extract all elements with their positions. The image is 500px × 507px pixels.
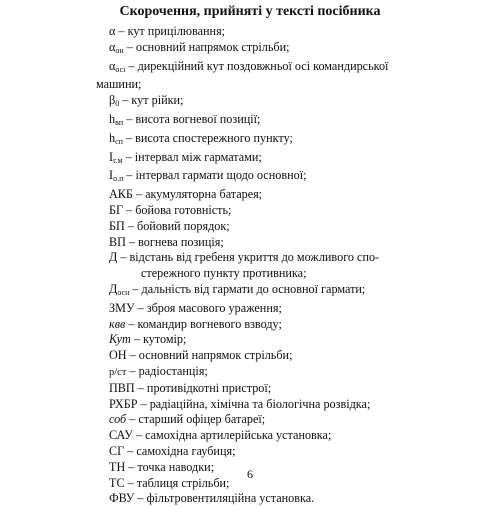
abbreviation-term: САУ [109, 428, 133, 443]
subscript-text: сп [115, 136, 123, 146]
abbreviation-entry [109, 93, 394, 112]
abbreviation-term: БГ [109, 202, 124, 217]
abbreviation-entry [109, 150, 394, 169]
abbreviation-description: – інтервал між гарматами; [125, 149, 262, 164]
abbreviation-term: ФВУ [109, 491, 135, 506]
abbreviation-description: – висота спостережного пункту; [125, 130, 293, 145]
abbreviation-description: – кутомір; [133, 332, 187, 347]
subscript-text: 0 [115, 99, 120, 109]
abbreviation-term: соб [109, 412, 127, 427]
page-title: Скорочення, прийняті у тексті посібника [119, 4, 381, 19]
abbreviation-term: h [109, 130, 116, 145]
abbreviation-term: АКБ [109, 187, 133, 202]
abbreviation-description: – командир вогневого взводу; [128, 316, 282, 331]
abbreviation-entry [109, 301, 394, 317]
abbreviation-description: – бойова готовність; [126, 202, 232, 217]
subscript-text: он [115, 45, 124, 55]
abbreviation-description: – фільтровентиляційна установка. [137, 491, 315, 506]
abbreviation-term: Д [109, 250, 118, 265]
abbreviation-term: ТН [109, 459, 126, 474]
abbreviation-description: – кут рійки; [122, 93, 184, 108]
abbreviation-description: – старший офіцер батареї; [129, 412, 266, 427]
abbreviation-description: – точка наводки; [128, 459, 215, 474]
abbreviation-entry [96, 58, 394, 94]
abbreviation-term: Д [109, 281, 118, 296]
abbreviation-term: α [109, 58, 116, 73]
abbreviation-entry [109, 282, 394, 301]
abbreviation-entry [109, 219, 394, 235]
abbreviation-term: БП [109, 218, 125, 233]
abbreviation-description: – відстань від гребеня укриття до можливого спо- [120, 250, 380, 265]
abbreviation-description: – радіостанція; [129, 363, 208, 378]
abbreviation-entry [109, 250, 394, 282]
abbreviation-term: h [109, 111, 116, 126]
abbreviation-description-continuation: машини; [96, 77, 142, 92]
abbreviation-term: I [109, 168, 114, 183]
abbreviation-entry [109, 235, 394, 251]
abbreviation-term: СГ [109, 443, 125, 458]
subscript-text: осн [117, 287, 130, 297]
abbreviation-entry [109, 168, 394, 187]
abbreviation-entry [109, 412, 394, 428]
subscript-text: вп [115, 117, 124, 127]
abbreviation-term: ПВП [109, 380, 135, 395]
abbreviation-term: р/ст [109, 366, 127, 378]
abbreviation-term: α [109, 39, 116, 54]
abbreviation-description: – противідкотні пристрої; [137, 380, 272, 395]
abbreviation-description: – радіаційна, хімічна та біологічна розвідка; [140, 396, 371, 411]
abbreviation-term: Кут [109, 332, 131, 347]
abbreviation-description: – основний напрямок стрільби; [126, 39, 290, 54]
abbreviation-description: – дальність від гармати до основної гармати; [132, 281, 366, 296]
abbreviation-entry [109, 40, 394, 59]
abbreviation-list [96, 24, 394, 507]
abbreviation-entry [109, 203, 394, 219]
abbreviation-subscript [113, 150, 122, 164]
abbreviation-subscript [115, 112, 123, 126]
abbreviation-description: – акумуляторна батарея; [135, 187, 263, 202]
abbreviation-entry [109, 397, 394, 413]
abbreviation-term: ТС [109, 475, 125, 490]
abbreviation-entry [109, 444, 394, 460]
abbreviation-term: ЗМУ [109, 300, 135, 315]
abbreviation-entry [109, 428, 394, 444]
abbreviation-description: – таблиця стрільби; [127, 475, 230, 490]
abbreviation-description-continuation: стережного пункту противника; [141, 266, 307, 281]
abbreviation-term: β [109, 93, 116, 108]
abbreviation-term: I [109, 149, 114, 164]
abbreviation-entry [109, 364, 394, 381]
abbreviation-description: – висота вогневої позиції; [126, 111, 261, 126]
abbreviation-entry [109, 131, 394, 150]
abbreviation-subscript [115, 93, 119, 107]
abbreviation-entry [109, 24, 394, 40]
abbreviation-entry [109, 112, 394, 131]
abbreviation-subscript [115, 40, 123, 54]
abbreviation-description: – бойовий порядок; [127, 218, 230, 233]
abbreviation-entry [109, 381, 394, 397]
abbreviation-subscript [115, 131, 123, 145]
abbreviation-entry [109, 332, 394, 348]
abbreviation-entry [109, 348, 394, 364]
subscript-text: о.п [113, 174, 124, 184]
abbreviation-entry [109, 317, 394, 333]
abbreviation-description: – вогнева позиція; [128, 234, 224, 249]
abbreviation-description: – інтервал гармати щодо основної; [126, 168, 307, 183]
abbreviation-description: – зброя масового ураження; [137, 300, 282, 315]
subscript-text: осі [115, 64, 126, 74]
subscript-text: г.м [113, 155, 123, 165]
abbreviation-term: ВП [109, 234, 126, 249]
abbreviation-subscript [117, 282, 129, 296]
abbreviation-term: α [109, 24, 116, 38]
abbreviation-entry [109, 187, 394, 203]
abbreviation-subscript [113, 168, 123, 182]
abbreviation-subscript [115, 59, 125, 73]
abbreviation-description: – дирекційний кут поздовжньої осі командирської [128, 58, 389, 73]
abbreviation-term: ОН [109, 348, 127, 363]
page-number: 6 [247, 467, 253, 481]
abbreviation-term: РХБР [109, 396, 138, 411]
abbreviation-description: – самохідна артилерійська установка; [135, 428, 332, 443]
abbreviation-description: – самохідна гаубиця; [127, 443, 236, 458]
abbreviation-description: – основний напрямок стрільби; [129, 348, 293, 363]
abbreviation-term: квв [109, 316, 126, 331]
abbreviation-description: – кут прицілювання; [118, 24, 226, 38]
abbreviation-entry [109, 491, 394, 507]
